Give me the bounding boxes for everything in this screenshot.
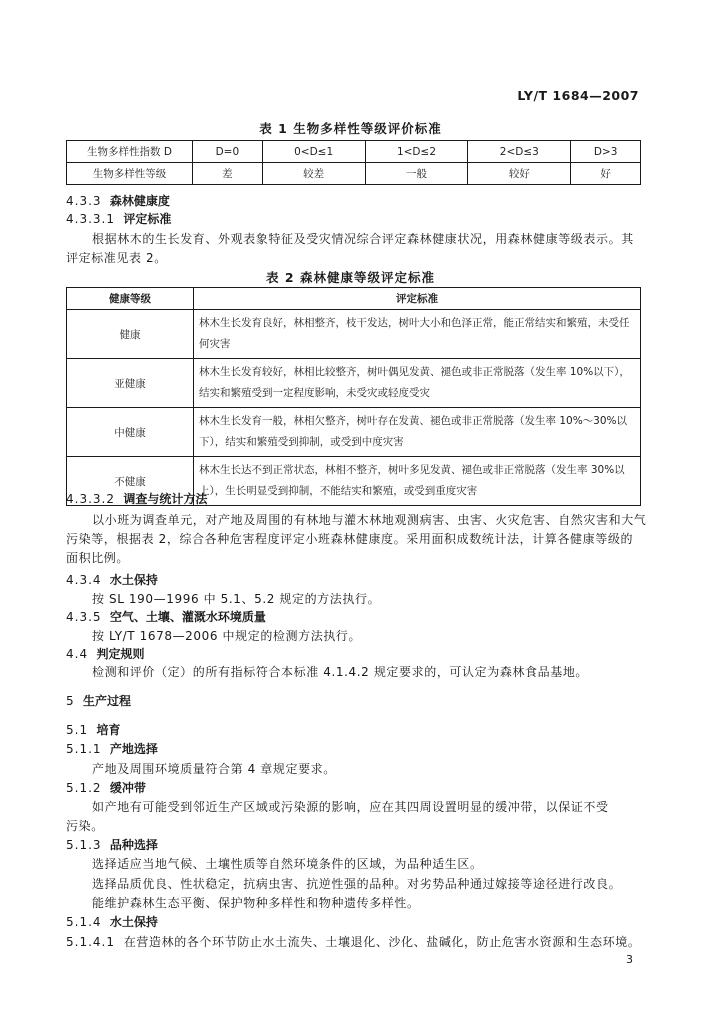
paragraph-line: 能维护森林生态平衡、保护物种多样性和物种遗传多样性。 <box>92 896 420 910</box>
criteria-cell: 林木生长发育较好，林相比较整齐，树叶偶见发黄、褪色或非正常脱落（发生率 10%以下）， 结实和繁殖受到一定程度影响，未受灾或轻度受灾 <box>194 359 641 408</box>
table-row <box>67 163 641 185</box>
column-header: 健康等级 <box>67 288 194 310</box>
heading-5: 5 生产过程 <box>66 694 132 708</box>
table-cell: 生物多样性等级 <box>67 163 193 185</box>
table-cell: 较好 <box>468 163 571 185</box>
table-cell: 较差 <box>262 163 365 185</box>
heading-5-1: 5.1 培育 <box>66 723 121 737</box>
table-cell: D>3 <box>571 141 641 163</box>
criteria-cell: 林木生长发育良好，林相整齐，枝干发达，树叶大小和色泽正常，能正常结实和繁殖，未受任 何灾害 <box>194 310 641 359</box>
table-cell: 2<D≤3 <box>468 141 571 163</box>
health-grade: 亚健康 <box>67 359 194 408</box>
paragraph-line: 选择适应当地气候、土壤性质等自然环境条件的区域，为品种适生区。 <box>92 857 483 871</box>
paragraph-line: 评定标准见表 2。 <box>66 251 167 265</box>
table-cell: 差 <box>193 163 263 185</box>
forest-health-table <box>66 287 641 506</box>
table-cell: 生物多样性指数 D <box>67 141 193 163</box>
table-cell: 0<D≤1 <box>262 141 365 163</box>
heading-5-1-4: 5.1.4 水土保持 <box>66 915 158 929</box>
heading-4-3-4: 4.3.4 水土保持 <box>66 573 158 587</box>
heading-5-1-4-1: 5.1.4.1 在营造林的各个环节防止水土流失、土壤退化、沙化、盐碱化，防止危害水资源和生态环境。 <box>66 935 641 949</box>
table-row <box>67 310 641 359</box>
heading-4-3-3-2: 4.3.3.2 调查与统计方法 <box>66 492 208 506</box>
paragraph-line: 产地及周围环境质量符合第 4 章规定要求。 <box>92 762 336 776</box>
heading-5-1-1: 5.1.1 产地选择 <box>66 742 158 756</box>
heading-5-1-3: 5.1.3 品种选择 <box>66 838 158 852</box>
heading-5-1-2: 5.1.2 缓冲带 <box>66 781 146 795</box>
column-header: 评定标准 <box>194 288 641 310</box>
paragraph-line: 如产地有可能受到邻近生产区域或污染源的影响，应在其四周设置明显的缓冲带，以保证不受 <box>92 800 609 814</box>
paragraph-line: 根据林木的生长发育、外观表象特征及受灾情况综合评定森林健康状况，用森林健康等级表示。其 <box>92 232 634 246</box>
heading-4-3-3-1: 4.3.3.1 评定标准 <box>66 212 172 226</box>
table-cell: 一般 <box>365 163 468 185</box>
table2-caption: 表 2 森林健康等级评定标准 <box>266 270 435 285</box>
paragraph-line: 污染。 <box>66 819 104 833</box>
paragraph-line: 以小班为调查单元，对产地及周围的有林地与灌木林地观测病害、虫害、火灾危害、自然灾害和大气 <box>92 513 647 527</box>
table-cell: 1<D≤2 <box>365 141 468 163</box>
criteria-cell: 林木生长达不到正常状态，林相不整齐，树叶多见发黄、褪色或非正常脱落（发生率 30%以 上），生长明显受到抑制，不能结实和繁殖，或受到重度灾害 <box>194 457 641 506</box>
biodiversity-table <box>66 140 641 185</box>
table-row <box>67 408 641 457</box>
paragraph-line: 按 LY/T 1678—2006 中规定的检测方法执行。 <box>92 629 362 643</box>
heading-4-3-3: 4.3.3 森林健康度 <box>66 194 170 208</box>
heading-4-3-5: 4.3.5 空气、土壤、灌溉水环境质量 <box>66 610 266 624</box>
health-grade: 不健康 <box>67 457 194 506</box>
paragraph-line: 污染等，根据表 2，综合各种危害程度评定小班森林健康度。采用面积成数统计法，计算各健康等级的 <box>66 532 634 546</box>
table1-caption: 表 1 生物多样性等级评价标准 <box>259 121 442 136</box>
heading-4-4: 4.4 判定规则 <box>66 647 145 661</box>
table-row <box>67 359 641 408</box>
paragraph-line: 检测和评价（定）的所有指标符合本标准 4.1.4.2 规定要求的，可认定为森林食品基地。 <box>92 665 589 679</box>
table-cell: D=0 <box>193 141 263 163</box>
health-grade: 健康 <box>67 310 194 359</box>
paragraph-line: 面积比例。 <box>66 551 130 565</box>
page-number: 3 <box>626 953 633 966</box>
standard-code: LY/T 1684—2007 <box>517 88 639 103</box>
paragraph-line: 选择品质优良、性状稳定，抗病虫害、抗逆性强的品种。对劣势品种通过嫁接等途径进行改良。 <box>92 877 622 891</box>
health-grade: 中健康 <box>67 408 194 457</box>
criteria-cell: 林木生长发育一般，林相欠整齐，树叶存在发黄、褪色或非正常脱落（发生率 10%～30%以 下），结实和繁殖受到抑制，或受到中度灾害 <box>194 408 641 457</box>
table-header-row <box>67 288 641 310</box>
table-row <box>67 141 641 163</box>
paragraph-line: 按 SL 190—1996 中 5.1、5.2 规定的方法执行。 <box>92 592 381 606</box>
table-cell: 好 <box>571 163 641 185</box>
